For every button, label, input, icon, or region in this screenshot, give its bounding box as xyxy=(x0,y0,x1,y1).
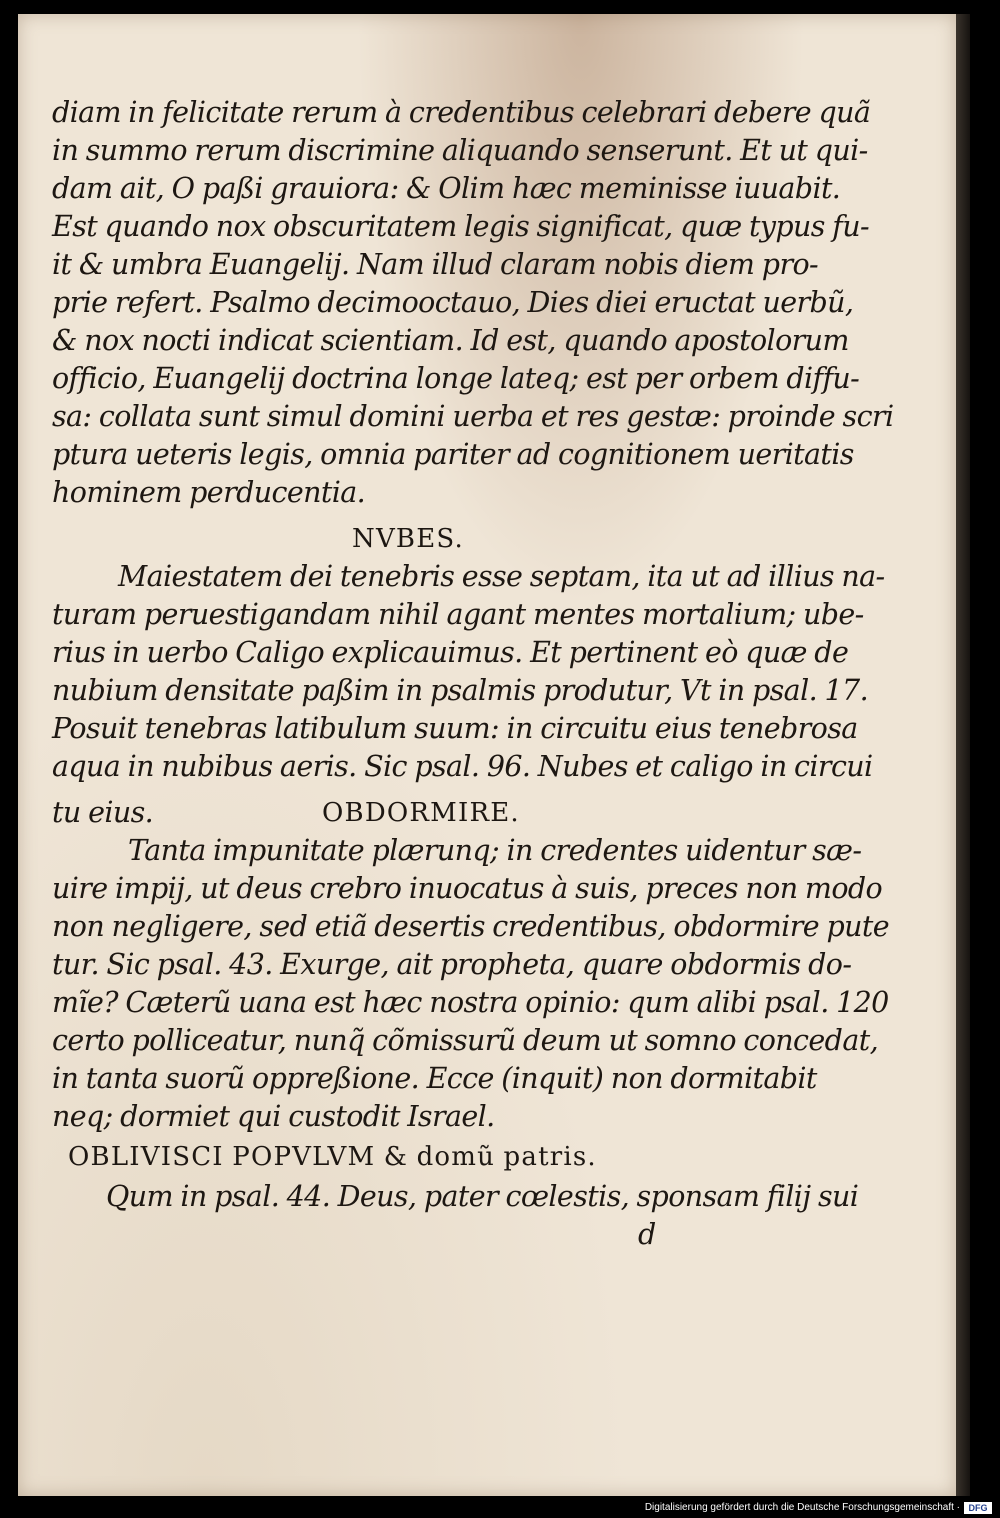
text-line: tur. Sic psal. 43. Exurge, ait propheta, quare obdormis do- xyxy=(52,948,852,981)
text-line: hominem perducentia. xyxy=(52,476,366,509)
text-line: in tanta suorũ oppreßione. Ecce (inquit) non dormitabit xyxy=(52,1062,817,1095)
text-line: it & umbra Euangelij. Nam illud claram nobis diem pro- xyxy=(52,248,819,281)
section-heading: NVBES. xyxy=(352,524,464,554)
footer-credit: Digitalisierung gefördert durch die Deutsche Forschungsgemeinschaft · xyxy=(644,1502,960,1513)
section-heading: OBLIVISCI POPVLVM & domũ patris. xyxy=(68,1142,597,1172)
text-line: neq; dormiet qui custodit Israel. xyxy=(52,1100,495,1133)
text-line: Tanta impunitate plærunq; in credentes uidentur sæ- xyxy=(128,834,862,867)
text-line: Posuit tenebras latibulum suum: in circuitu eius tenebrosa xyxy=(52,712,858,745)
text-line: Maiestatem dei tenebris esse septam, ita ut ad illius na- xyxy=(118,560,885,593)
text-line: nubium densitate paßim in psalmis produtur, Vt in psal. 17. xyxy=(52,674,869,707)
text-line: sa: collata sunt simul domini uerba et res gestæ: proinde scri xyxy=(52,400,894,433)
text-line: uire impij, ut deus crebro inuocatus à suis, preces non modo xyxy=(52,872,883,905)
text-line: Qum in psal. 44. Deus, pater cœlestis, sponsam filij sui xyxy=(106,1180,859,1213)
text-line: diam in felicitate rerum à credentibus celebrari debere quã xyxy=(52,96,871,129)
text-line: tu eius. xyxy=(52,796,154,829)
text-line: non negligere, sed etiã desertis credentibus, obdormire pute xyxy=(52,910,889,943)
dfg-logo: DFG xyxy=(964,1502,992,1514)
text-line: mĩe? Cæterũ uana est hæc nostra opinio: qum alibi psal. 120 xyxy=(52,986,889,1019)
text-line: aqua in nubibus aeris. Sic psal. 96. Nubes et caligo in circui xyxy=(52,750,873,783)
book-edge xyxy=(956,14,970,1496)
text-line: ptura ueteris legis, omnia pariter ad cognitionem ueritatis xyxy=(52,438,854,471)
text-line: rius in uerbo Caligo explicauimus. Et pertinent eò quæ de xyxy=(52,636,849,669)
text-line: in summo rerum discrimine aliquando senserunt. Et ut qui- xyxy=(52,134,868,167)
text-line: prie refert. Psalmo decimooctauo, Dies diei eructat uerbũ, xyxy=(52,286,854,319)
text-line: certo polliceatur, nunq̃ cõmissurũ deum ut somno concedat, xyxy=(52,1024,879,1057)
text-line: officio, Euangelij doctrina longe lateq; est per orbem diffu- xyxy=(52,362,860,395)
section-heading: OBDORMIRE. xyxy=(322,798,520,828)
text-line: turam peruestigandam nihil agant mentes mortalium; ube- xyxy=(52,598,864,631)
text-line: dam ait, O paßi grauiora: & Olim hæc meminisse iuuabit. xyxy=(52,172,841,205)
text-line: Est quando nox obscuritatem legis significat, quæ typus fu- xyxy=(52,210,870,243)
signature-mark: d xyxy=(638,1218,656,1251)
text-line: & nox nocti indicat scientiam. Id est, quando apostolorum xyxy=(52,324,849,357)
